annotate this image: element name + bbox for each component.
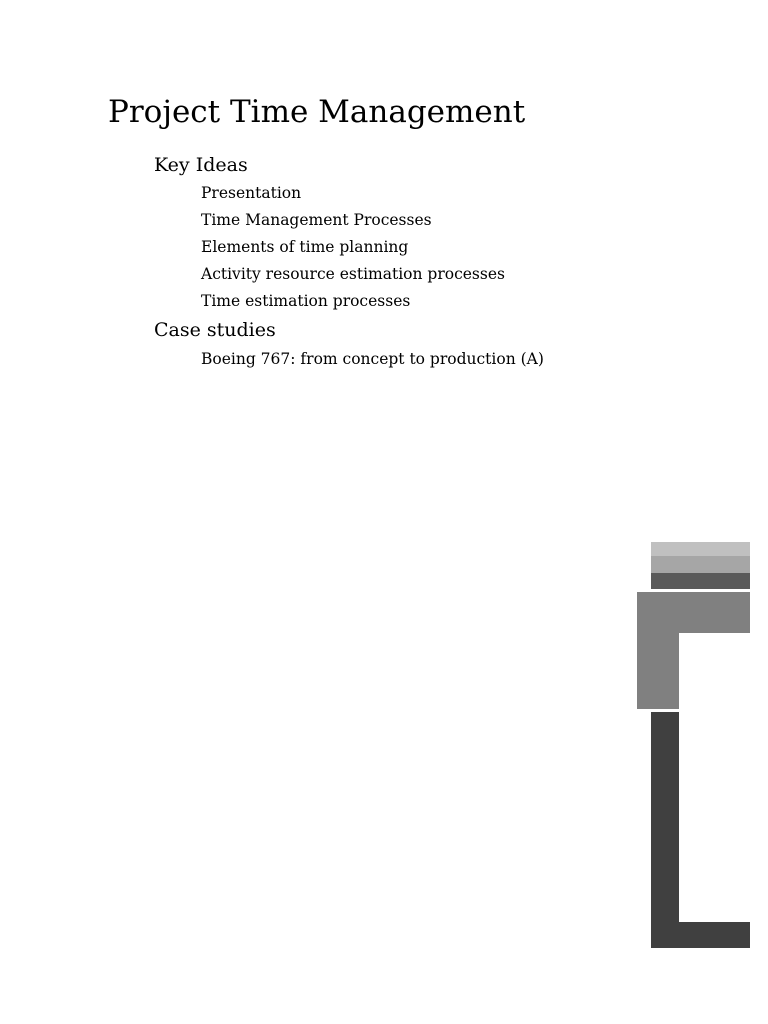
- page-title: Project Time Management: [108, 94, 526, 130]
- section-heading-case-studies: Case studies: [154, 319, 276, 341]
- section-heading-key-ideas: Key Ideas: [154, 154, 248, 176]
- decorative-graphic: [636, 540, 750, 950]
- list-item: Activity resource estimation processes: [201, 265, 505, 283]
- list-item: Elements of time planning: [201, 238, 409, 256]
- deco-band-mid: [651, 573, 750, 589]
- deco-white-panel: [679, 633, 750, 922]
- list-item: Presentation: [201, 184, 302, 202]
- list-item: Time Management Processes: [201, 211, 432, 229]
- deco-band-mid-light: [651, 556, 750, 573]
- list-item: Boeing 767: from concept to production (A): [201, 350, 544, 368]
- deco-white-dot: [708, 634, 740, 666]
- deco-band-light: [651, 542, 750, 556]
- list-item: Time estimation processes: [201, 292, 411, 310]
